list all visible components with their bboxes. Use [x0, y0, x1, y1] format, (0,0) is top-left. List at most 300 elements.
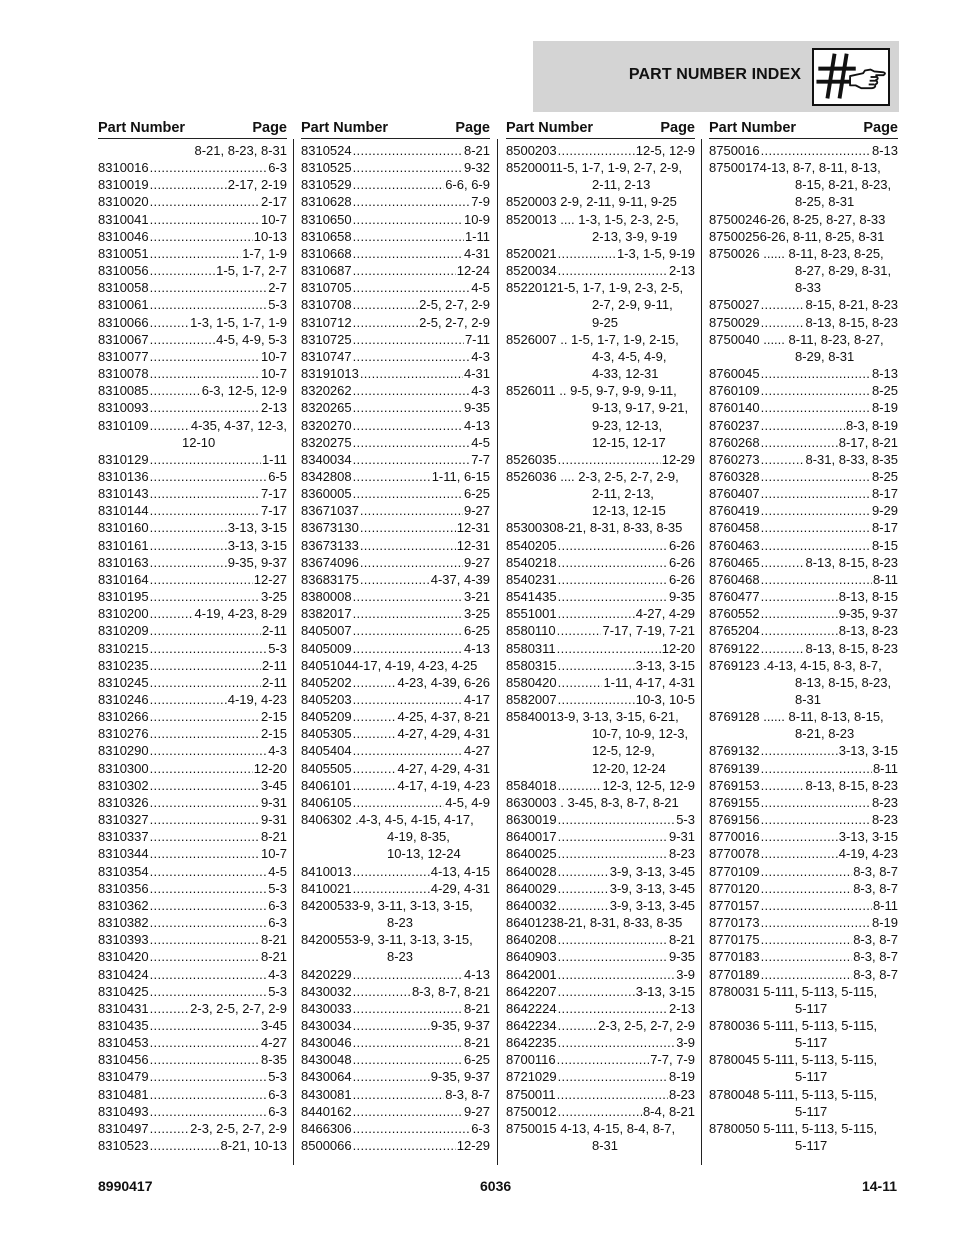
part-number: 8310420: [98, 949, 149, 965]
dot-leader: [353, 262, 456, 279]
page-refs-continued: 8-15, 8-21, 8-23,: [795, 177, 892, 193]
part-number: 8760458: [709, 520, 760, 536]
page-refs: 5-3: [268, 640, 287, 656]
page-refs: 6-25: [463, 1052, 490, 1068]
page-refs: 5-3: [268, 880, 287, 896]
dot-leader: [360, 537, 456, 554]
dot-leader: [761, 468, 871, 485]
part-number: 83674096: [301, 554, 359, 570]
index-entry: [98, 880, 287, 897]
part-number: 8769139: [709, 760, 760, 776]
page-refs: 4-3: [268, 743, 287, 759]
index-entry: [98, 399, 287, 416]
page-refs-continued: 8-23: [387, 949, 414, 965]
entry-text: 8780045 5-111, 5-113, 5-115,: [709, 1052, 878, 1068]
part-number: 8310300: [98, 760, 149, 776]
dot-leader: [150, 159, 268, 176]
part-number: 8770016: [709, 829, 760, 845]
page-refs: 8-21: [463, 1035, 490, 1051]
part-number: 8769153: [709, 777, 760, 793]
dot-leader: [353, 245, 463, 262]
page-refs-continued: 8-31: [795, 692, 822, 707]
page-refs: 9-35, 9-37: [430, 1069, 490, 1085]
page-refs: 3-13, 3-15: [635, 983, 695, 999]
part-number: 8770120: [709, 880, 760, 896]
entry-text: 8526036 .... 2-3, 2-5, 2-7, 2-9,: [506, 468, 679, 484]
dot-leader: [557, 1086, 668, 1103]
dot-leader: [761, 914, 871, 931]
page-refs: 4-31: [463, 245, 490, 261]
part-number: 8551001: [506, 606, 557, 622]
index-entry: [301, 811, 490, 828]
index-entry: [301, 485, 490, 502]
dot-leader: [150, 742, 268, 759]
index-entry: [301, 1051, 490, 1068]
part-number: 8750011: [506, 1086, 556, 1102]
dot-leader: [353, 725, 397, 742]
page-refs: 3-9, 3-13, 3-45: [609, 863, 695, 879]
index-entry: [506, 897, 695, 914]
part-number: 8310066: [98, 314, 149, 330]
entry-text: 85200011-5, 1-7, 1-9, 2-7, 2-9,: [506, 160, 683, 176]
page-refs: 8-25: [871, 468, 898, 484]
page-refs: 8-15, 8-21, 8-23: [805, 297, 898, 313]
index-entry: [709, 159, 898, 176]
part-number: 8310435: [98, 1017, 149, 1033]
index-entry: [506, 640, 695, 657]
dot-leader: [353, 983, 411, 1000]
index-entry: [301, 691, 490, 708]
index-entry: [301, 1017, 490, 1034]
index-entry: [301, 897, 490, 914]
dot-leader: [353, 193, 471, 210]
part-number: 8310393: [98, 932, 149, 948]
page-refs: 8-19: [871, 400, 898, 416]
page-refs: 4-3: [471, 383, 490, 399]
entry-text: 85840013-9, 3-13, 3-15, 6-21,: [506, 709, 679, 725]
page-refs: 2-11: [261, 623, 287, 639]
dot-leader: [557, 640, 661, 657]
page-refs: 12-29: [456, 1138, 490, 1154]
index-entry: [709, 948, 898, 965]
part-number: 8430081: [301, 1086, 352, 1102]
page-refs: 6-3: [268, 915, 287, 931]
page-refs: 2-13: [668, 1000, 695, 1016]
page-refs: 6-25: [463, 623, 490, 639]
dot-leader: [150, 365, 260, 382]
dot-leader: [761, 622, 838, 639]
footer-page-number: 14-11: [861, 1178, 897, 1194]
page-refs: 7-7, 7-9: [650, 1052, 695, 1068]
dot-leader: [360, 502, 463, 519]
index-entry: [301, 1103, 490, 1120]
dot-leader: [761, 640, 805, 657]
dot-leader: [761, 417, 845, 434]
part-number: 83673130: [301, 520, 359, 536]
index-entry: [709, 211, 898, 228]
index-entry: [98, 983, 287, 1000]
dot-leader: [150, 1103, 268, 1120]
part-number-header: Part Number: [301, 120, 389, 136]
part-number: 8580315: [506, 657, 557, 673]
part-number: 8310093: [98, 400, 149, 416]
part-number: 8320270: [301, 417, 352, 433]
dot-leader: [150, 176, 227, 193]
dot-leader: [360, 554, 463, 571]
part-number: 8310078: [98, 366, 149, 382]
part-number: 8310456: [98, 1052, 149, 1068]
index-entry: [98, 417, 287, 434]
page-header: Page: [455, 120, 490, 136]
part-number: 8310712: [301, 314, 352, 330]
page-refs: 6-3: [268, 897, 287, 913]
part-number: 8520034: [506, 263, 557, 279]
index-entry: [98, 1068, 287, 1085]
page-refs: 8-3, 8-7, 8-21: [411, 983, 490, 999]
index-entry: [301, 657, 490, 674]
index-entry: [98, 262, 287, 279]
dot-leader: [150, 1034, 260, 1051]
index-entry: [709, 983, 898, 1000]
part-number: 8310362: [98, 897, 149, 913]
part-number: 8770109: [709, 863, 760, 879]
dot-leader: [353, 1120, 471, 1137]
part-number: 8580420: [506, 674, 557, 690]
page-refs: 8-21: [260, 932, 287, 948]
part-number: 8760268: [709, 434, 760, 450]
page-refs: 1-11: [464, 228, 490, 244]
entry-text: 85300308-21, 8-31, 8-33, 8-35: [506, 520, 683, 536]
dot-leader: [761, 828, 838, 845]
footer-doc-number: 8990417: [98, 1178, 153, 1194]
part-number: 8406101: [301, 777, 352, 793]
index-entry: [506, 863, 695, 880]
page-refs: 6-3: [268, 1086, 287, 1102]
page-refs: 4-27: [260, 1035, 287, 1051]
part-number: 8340034: [301, 451, 352, 467]
index-entry: [98, 588, 287, 605]
dot-leader: [761, 931, 853, 948]
part-number: 8310708: [301, 297, 352, 313]
dot-leader: [353, 1068, 430, 1085]
index-entry: [98, 211, 287, 228]
column-divider: [293, 139, 294, 1165]
index-entry: [98, 1103, 287, 1120]
page-refs: 8-23: [668, 846, 695, 862]
dot-leader: [353, 777, 397, 794]
index-entry: [301, 1086, 490, 1103]
part-number: 8310160: [98, 520, 149, 536]
part-number: 8642207: [506, 983, 557, 999]
index-entry: [98, 485, 287, 502]
part-number: 8310725: [301, 331, 352, 347]
index-entry: [709, 434, 898, 451]
part-number: 8310161: [98, 537, 149, 553]
part-number: 8310497: [98, 1120, 149, 1136]
part-number: 8405209: [301, 709, 352, 725]
dot-leader: [558, 537, 668, 554]
entry-text: 8526007 .. 1-5, 1-7, 1-9, 2-15,: [506, 331, 679, 347]
part-number: 8310077: [98, 348, 149, 364]
index-entry: [709, 245, 898, 262]
index-entry: [98, 279, 287, 296]
index-entry: [506, 554, 695, 571]
dot-leader: [558, 880, 609, 897]
index-entry: [301, 451, 490, 468]
dot-leader: [761, 399, 871, 416]
page-refs: 9-35, 9-37: [838, 606, 898, 622]
index-entry: [98, 554, 287, 571]
page-refs: 8-17, 8-21: [838, 434, 898, 450]
part-number: 8342808: [301, 468, 352, 484]
index-entry: [98, 708, 287, 725]
part-number: 8310085: [98, 383, 149, 399]
index-entry: [506, 657, 695, 674]
index-entry: [301, 760, 490, 777]
dot-leader: [150, 880, 268, 897]
page-refs-continued: 12-10: [182, 434, 216, 450]
entry-text: 85220121-5, 1-7, 1-9, 2-3, 2-5,: [506, 280, 684, 296]
dot-leader: [558, 657, 635, 674]
index-entry: [98, 382, 287, 399]
part-number: 8760273: [709, 451, 760, 467]
part-number: 8310136: [98, 468, 149, 484]
index-entry: [98, 725, 287, 742]
part-number: 8320275: [301, 434, 352, 450]
entry-text: 8780031 5-111, 5-113, 5-115,: [709, 983, 878, 999]
dot-leader: [353, 1103, 463, 1120]
part-number: 8310144: [98, 503, 149, 519]
part-number: 8760477: [709, 589, 760, 605]
dot-leader: [761, 966, 853, 983]
entry-text: 8780050 5-111, 5-113, 5-115,: [709, 1120, 878, 1136]
part-number: 8640025: [506, 846, 557, 862]
dot-leader: [353, 296, 419, 313]
index-entry: [98, 537, 287, 554]
page-refs: 8-19: [668, 1069, 695, 1085]
page-refs: 5-3: [268, 1069, 287, 1085]
page-refs-continued: 2-13, 3-9, 9-19: [592, 228, 678, 244]
index-entry: [506, 451, 695, 468]
page-refs: 12-20: [253, 760, 287, 776]
column-divider: [701, 139, 702, 1165]
index-entry: [301, 365, 490, 382]
page-refs-continued: 8-23: [387, 915, 414, 931]
part-number: 8500203: [506, 143, 557, 158]
dot-leader: [150, 811, 260, 828]
dot-leader: [150, 931, 260, 948]
dot-leader: [761, 537, 871, 554]
dot-leader: [353, 485, 463, 502]
page-refs-continued: 8-25, 8-31: [795, 194, 855, 210]
dot-leader: [558, 451, 661, 468]
entry-text: 86401238-21, 8-31, 8-33, 8-35: [506, 915, 683, 931]
dot-leader: [150, 193, 260, 210]
page-refs: 9-31: [668, 829, 695, 845]
index-entry: [709, 708, 898, 725]
index-entry: [506, 966, 695, 983]
page-refs: 8-11: [872, 571, 898, 587]
part-number: 8320265: [301, 400, 352, 416]
part-number: 8640017: [506, 829, 557, 845]
entry-list: [301, 139, 490, 1154]
part-number: 8430048: [301, 1052, 352, 1068]
page-refs: 3-21: [463, 589, 490, 605]
index-entry: [301, 966, 490, 983]
index-entry: [709, 468, 898, 485]
dot-leader: [353, 1017, 430, 1034]
dot-leader: [150, 571, 253, 588]
dot-leader: [557, 1051, 650, 1068]
dot-leader: [761, 451, 805, 468]
part-number: 8760419: [709, 503, 760, 519]
part-number: 8360005: [301, 486, 352, 502]
page-refs: 2-17: [260, 194, 287, 210]
part-number: 8410013: [301, 863, 352, 879]
index-entry: [98, 348, 287, 365]
index-entry: [506, 948, 695, 965]
dot-leader: [150, 1000, 190, 1017]
entry-list: [506, 139, 695, 1154]
dot-leader: [150, 519, 227, 536]
page-refs: 4-3: [471, 348, 490, 364]
page-refs: 4-37, 4-39: [430, 571, 490, 587]
part-number: 8310302: [98, 777, 149, 793]
index-entry: [301, 777, 490, 794]
part-number: 8642235: [506, 1035, 557, 1051]
dot-leader: [353, 211, 463, 228]
index-entry: [98, 863, 287, 880]
entry-text: 8630003 . 3-45, 8-3, 8-7, 8-21: [506, 794, 679, 810]
part-number: 8765204: [709, 623, 760, 639]
part-number: 8405305: [301, 726, 352, 742]
entry-text: 8526011 .. 9-5, 9-7, 9-9, 9-11,: [506, 383, 677, 399]
dot-leader: [353, 468, 431, 485]
index-entry: [709, 622, 898, 639]
dot-leader: [353, 691, 463, 708]
index-entry: [98, 1120, 287, 1137]
index-entry: [709, 845, 898, 862]
part-number: 8430034: [301, 1017, 352, 1033]
page-refs: 4-5, 4-9: [445, 794, 490, 810]
dot-leader: [150, 622, 261, 639]
part-number-header: Part Number: [506, 120, 594, 136]
index-entry: [709, 1086, 898, 1103]
page-refs-continued: 10-7, 10-9, 12-3,: [592, 726, 689, 742]
part-number: 8640032: [506, 897, 557, 913]
index-entry: [301, 331, 490, 348]
part-number: 8760140: [709, 400, 760, 416]
dot-leader: [558, 142, 635, 159]
page-refs: 4-25, 4-37, 8-21: [397, 709, 490, 725]
entry-text: 8769123 .4-13, 4-15, 8-3, 8-7,: [709, 657, 882, 673]
index-entry: [301, 348, 490, 365]
dot-leader: [353, 1000, 463, 1017]
page-refs: 8-13: [871, 366, 898, 382]
dot-leader: [150, 983, 268, 1000]
index-entry: [301, 176, 490, 193]
dot-leader: [150, 502, 260, 519]
index-entry: [98, 1000, 287, 1017]
page-refs: 4-27, 4-29, 4-31: [397, 726, 490, 742]
index-entry: [709, 828, 898, 845]
dot-leader: [353, 348, 471, 365]
part-number: 8310129: [98, 451, 149, 467]
index-entry: [98, 159, 287, 176]
dot-leader: [558, 983, 635, 1000]
index-entry: [506, 622, 695, 639]
index-entry: [506, 708, 695, 725]
page-refs: 6-5: [268, 468, 287, 484]
part-number: 8310705: [301, 280, 352, 296]
dot-leader: [150, 211, 260, 228]
page-refs-continued: 9-23, 12-13,: [592, 417, 663, 433]
part-number: 8760463: [709, 537, 760, 553]
index-entry: [506, 159, 695, 176]
index-entry: [506, 588, 695, 605]
entry-text: 8780048 5-111, 5-113, 5-115,: [709, 1086, 878, 1102]
part-number: 8440162: [301, 1103, 352, 1119]
dot-leader: [761, 142, 871, 159]
part-number: 8310425: [98, 983, 149, 999]
dot-leader: [150, 1051, 260, 1068]
page-refs: 4-19, 4-23: [227, 692, 287, 707]
page-refs-continued: 9-25: [592, 314, 619, 330]
part-number: 8310246: [98, 692, 149, 707]
page-refs: 5-3: [676, 812, 695, 828]
part-number: 8310424: [98, 966, 149, 982]
page-refs: 8-3, 8-7: [853, 863, 898, 879]
dot-leader: [150, 1068, 268, 1085]
page-refs-continued: 8-21, 8-23, 8-31: [194, 143, 287, 158]
dot-leader: [150, 640, 268, 657]
page-refs: 3-9: [676, 1035, 695, 1051]
index-entry: [98, 331, 287, 348]
part-number: 8769155: [709, 794, 760, 810]
dot-leader: [353, 142, 463, 159]
part-number: 8640029: [506, 880, 557, 896]
part-number: 8540231: [506, 571, 557, 587]
dot-leader: [150, 708, 260, 725]
page-refs: 10-7: [260, 211, 287, 227]
index-entry: [301, 708, 490, 725]
index-entry: [506, 777, 695, 794]
page-refs: 2-11: [261, 674, 287, 690]
part-number: 8310529: [301, 177, 352, 193]
page-refs: 7-9: [471, 194, 490, 210]
dot-leader: [761, 571, 872, 588]
page-refs: 6-6, 6-9: [445, 177, 490, 193]
part-number: 8310200: [98, 606, 149, 622]
part-number-header: Part Number: [98, 120, 186, 136]
part-number-header: Part Number: [709, 120, 797, 136]
dot-leader: [353, 794, 445, 811]
page-refs: 9-27: [463, 554, 490, 570]
part-number: 8310020: [98, 194, 149, 210]
dot-leader: [761, 845, 838, 862]
page-refs: 4-27, 4-29, 4-31: [397, 760, 490, 776]
index-entry: [506, 1068, 695, 1085]
part-number: 8642234: [506, 1017, 557, 1033]
part-number: 8500066: [301, 1138, 352, 1154]
dot-leader: [558, 1000, 668, 1017]
page-refs: 3-13, 3-15: [635, 657, 695, 673]
dot-leader: [761, 519, 871, 536]
page-refs: 8-3, 8-7: [853, 880, 898, 896]
page-refs: 7-17: [260, 486, 287, 502]
part-number: 8642001: [506, 966, 557, 982]
part-number: 8405404: [301, 743, 352, 759]
